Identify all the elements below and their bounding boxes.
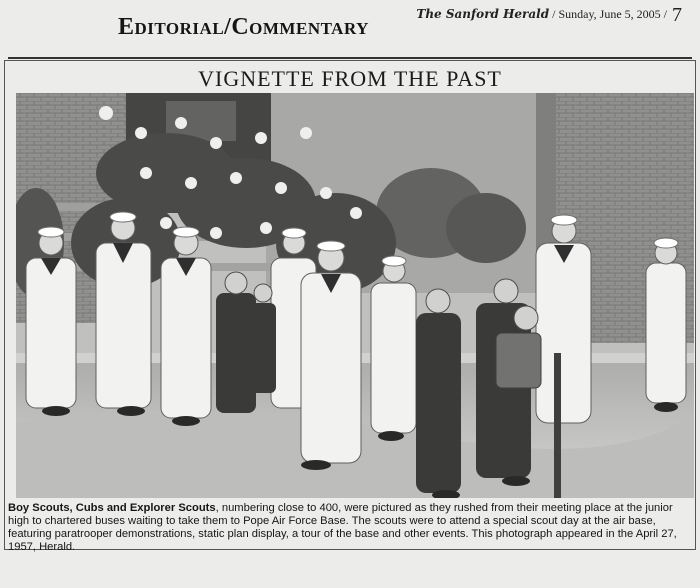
- caption-body: , numbering close to 400, were pictured as they rushed from their meeting place at the junior high to chartered buses waiting to take them to Pope Air Force Base. The scouts were to attend a special scout day at the air base, featuring paratrooper demonstrations, static plan display, a tour of the base and other events. This photograph appeared in the April 27, 1957, Herald.: [8, 502, 677, 553]
- section-title: Editorial/Commentary: [118, 14, 369, 40]
- caption-lead: Boy Scouts, Cubs and Explorer Scouts: [8, 502, 216, 514]
- top-rule: [8, 57, 692, 59]
- issue-date: / Sunday, June 5, 2005 /: [549, 7, 670, 21]
- paper-name: The Sanford Herald: [416, 7, 550, 21]
- feature-headline: VIGNETTE FROM THE PAST: [198, 66, 502, 91]
- photo-caption: [8, 502, 694, 554]
- archival-photograph: [16, 93, 694, 498]
- masthead: [416, 4, 682, 27]
- page-number: 7: [672, 4, 682, 26]
